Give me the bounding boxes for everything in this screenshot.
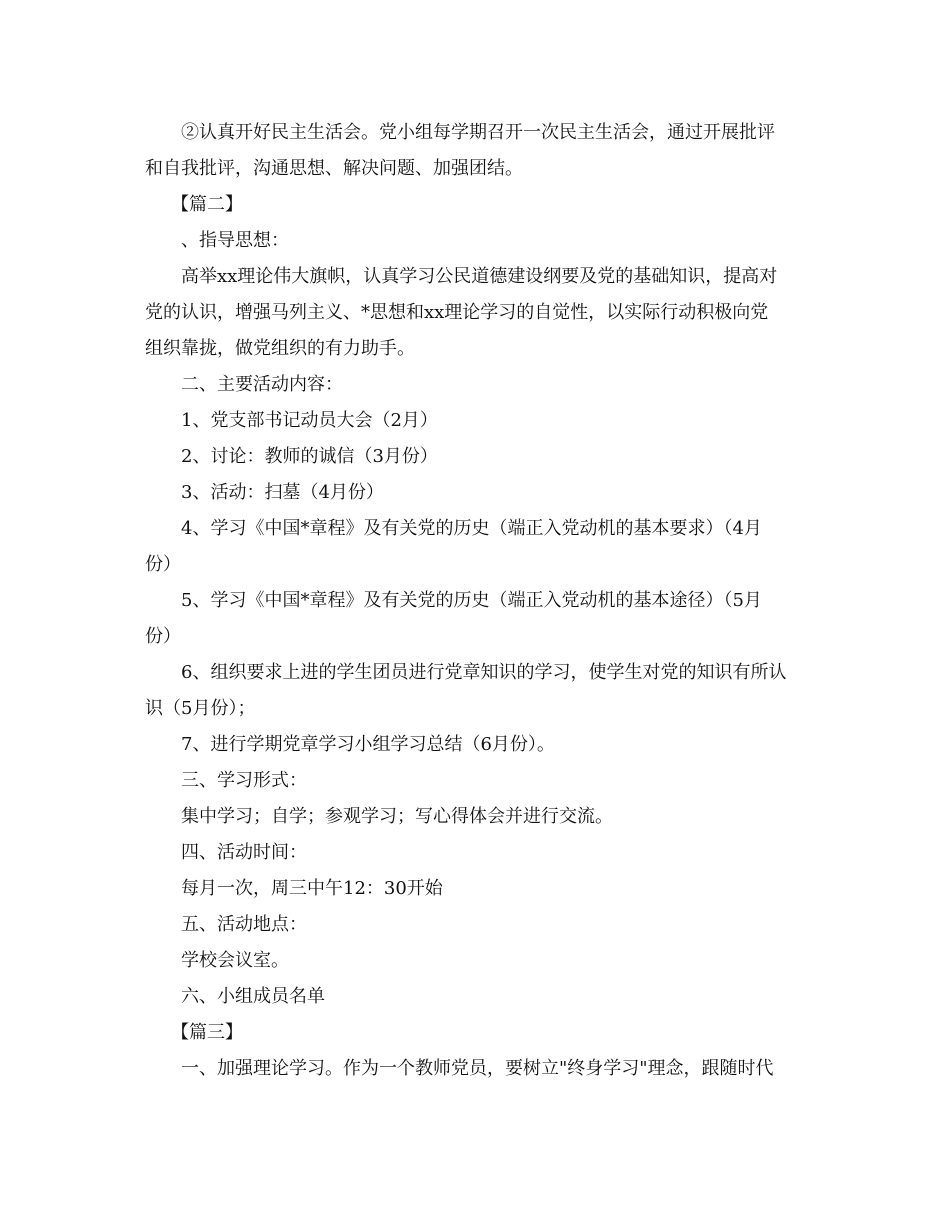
list-item: 7、进行学期党章学习小组学习总结（6月份）。: [181, 734, 555, 755]
section-heading: 【篇三】: [171, 1022, 243, 1043]
list-item: 4、学习《中国*章程》及有关党的历史（端正入党动机的基本要求）（4月: [181, 518, 762, 539]
list-item-continuation: 识（5月份）；: [145, 698, 256, 719]
list-item: 3、活动：扫墓（4月份）: [181, 482, 384, 503]
section-heading: 六、小组成员名单: [181, 986, 325, 1007]
paragraph-line: 和自我批评，沟通思想、解决问题、加强团结。: [145, 158, 523, 179]
list-item: 6、组织要求上进的学生团员进行党章知识的学习，使学生对党的知识有所认: [181, 662, 787, 683]
list-item: 5、学习《中国*章程》及有关党的历史（端正入党动机的基本途径）（5月: [181, 590, 762, 611]
paragraph-line: 一、加强理论学习。作为一个教师党员，要树立"终身学习"理念，跟随时代: [181, 1058, 774, 1079]
section-heading: 五、活动地点：: [181, 914, 307, 935]
paragraph-line: 集中学习；自学；参观学习；写心得体会并进行交流。: [181, 806, 613, 827]
section-heading: 四、活动时间：: [181, 842, 307, 863]
paragraph-line: 每月一次，周三中午12：30开始: [181, 878, 443, 899]
list-item-continuation: 份）: [145, 626, 181, 647]
section-heading: 三、学习形式：: [181, 770, 307, 791]
section-heading: 【篇二】: [171, 194, 243, 215]
list-item: 2、讨论：教师的诚信（3月份）: [181, 446, 438, 467]
list-item-continuation: 份）: [145, 554, 181, 575]
paragraph-line: 学校会议室。: [181, 950, 289, 971]
paragraph-line: ②认真开好民主生活会。党小组每学期召开一次民主生活会，通过开展批评: [181, 122, 775, 143]
paragraph-line: 党的认识，增强马列主义、*思想和xx理论学习的自觉性，以实际行动积极向党: [145, 302, 769, 323]
paragraph-line: 组织靠拢，做党组织的有力助手。: [145, 338, 415, 359]
paragraph-line: 高举xx理论伟大旗帜，认真学习公民道德建设纲要及党的基础知识，提高对: [181, 266, 778, 287]
section-heading: 二、主要活动内容：: [181, 374, 343, 395]
section-heading: 、指导思想：: [181, 230, 289, 251]
list-item: 1、党支部书记动员大会（2月）: [181, 410, 438, 431]
